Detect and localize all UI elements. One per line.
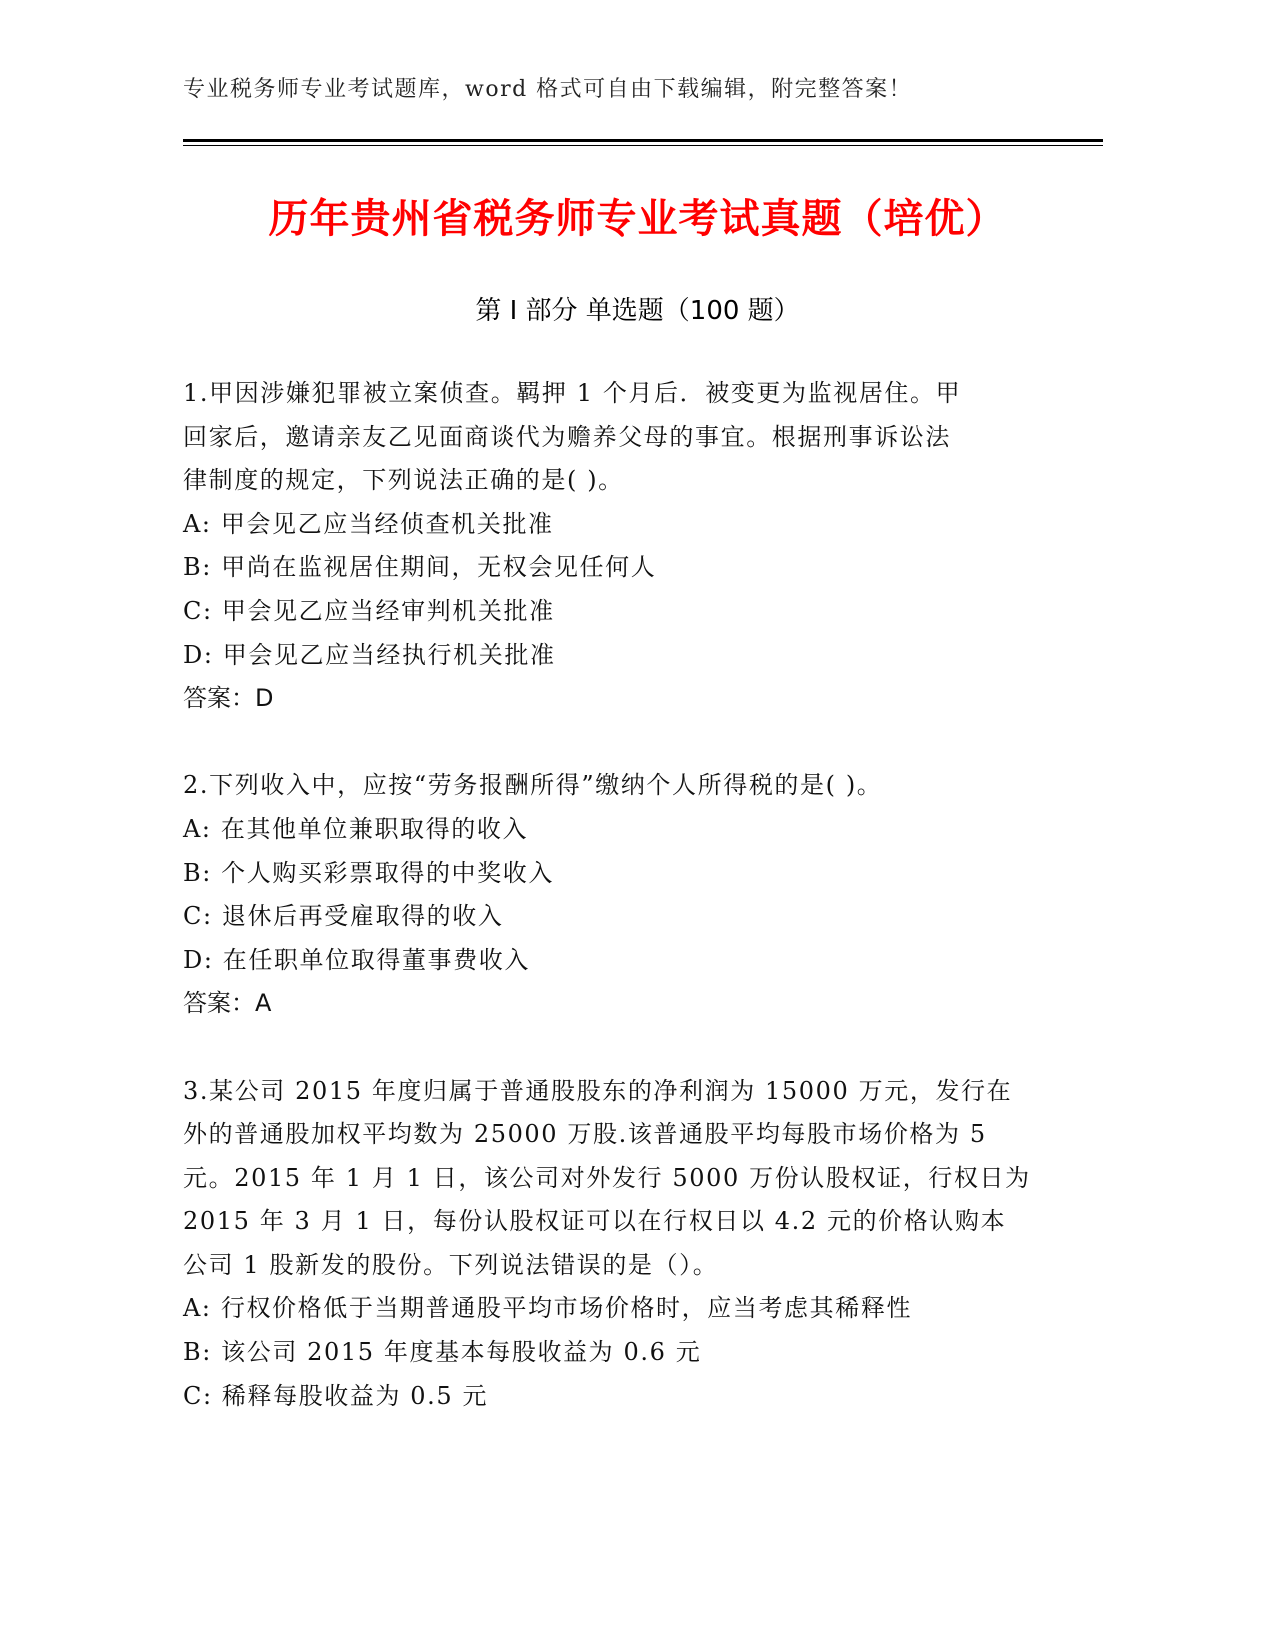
section-title: 第 I 部分 单选题（100 题） xyxy=(475,296,800,326)
option-c: C: 稀释每股收益为 0.5 元 xyxy=(183,1381,489,1410)
stem-line: 1.甲因涉嫌犯罪被立案侦查。羁押 1 个月后．被变更为监视居住。甲 xyxy=(183,379,962,407)
option-a: A: 甲会见乙应当经侦查机关批准 xyxy=(183,509,554,538)
question-2 xyxy=(183,764,1063,1026)
stem-line: 回家后，邀请亲友乙见面商谈代为赡养父母的事宜。根据刑事诉讼法 xyxy=(183,422,951,451)
stem-line: 2015 年 3 月 1 日，每份认股权证可以在行权日以 4.2 元的价格认购本 xyxy=(183,1207,1007,1236)
option-a: A: 行权价格低于当期普通股平均市场价格时，应当考虑其稀释性 xyxy=(183,1294,913,1323)
answer-line: 答案：A xyxy=(183,989,272,1018)
stem-line: 外的普通股加权平均数为 25000 万股.该普通股平均每股市场价格为 5 xyxy=(183,1120,987,1149)
stem-line: 3.某公司 2015 年度归属于普通股股东的净利润为 15000 万元，发行在 xyxy=(183,1076,1013,1105)
stem-line: 律制度的规定，下列说法正确的是( )。 xyxy=(183,466,624,495)
question-stem xyxy=(183,372,1063,503)
answer-line: 答案：D xyxy=(183,684,274,713)
option-b: B: 个人购买彩票取得的中奖收入 xyxy=(183,858,554,887)
question-3 xyxy=(183,1070,1063,1419)
document-title: 历年贵州省税务师专业考试真题（培优） xyxy=(268,196,1007,242)
question-spacer xyxy=(183,721,1063,765)
header-rule-thick xyxy=(183,139,1103,142)
option-b: B: 甲尚在监视居住期间，无权会见任何人 xyxy=(183,553,657,582)
stem-line: 元。2015 年 1 月 1 日，该公司对外发行 5000 万份认股权证，行权日为 xyxy=(183,1163,1031,1192)
option-d: D: 甲会见乙应当经执行机关批准 xyxy=(183,640,556,669)
option-c: C: 甲会见乙应当经审判机关批准 xyxy=(183,596,555,625)
stem-line: 2.下列收入中，应按“劳务报酬所得”缴纳个人所得税的是( )。 xyxy=(183,771,883,800)
header-note: 专业税务师专业考试题库，word 格式可自由下载编辑，附完整答案！ xyxy=(183,77,913,102)
option-d: D: 在任职单位取得董事费收入 xyxy=(183,945,530,974)
question-spacer xyxy=(183,1026,1063,1070)
question-stem xyxy=(183,764,1063,808)
option-b: B: 该公司 2015 年度基本每股收益为 0.6 元 xyxy=(183,1338,702,1367)
option-c: C: 退休后再受雇取得的收入 xyxy=(183,902,504,931)
question-1 xyxy=(183,372,1063,721)
question-stem xyxy=(183,1070,1063,1288)
question-list xyxy=(183,372,1063,1418)
option-a: A: 在其他单位兼职取得的收入 xyxy=(183,814,529,843)
stem-line: 公司 1 股新发的股份。下列说法错误的是（）。 xyxy=(183,1250,719,1279)
header-rule-thin xyxy=(183,145,1103,146)
